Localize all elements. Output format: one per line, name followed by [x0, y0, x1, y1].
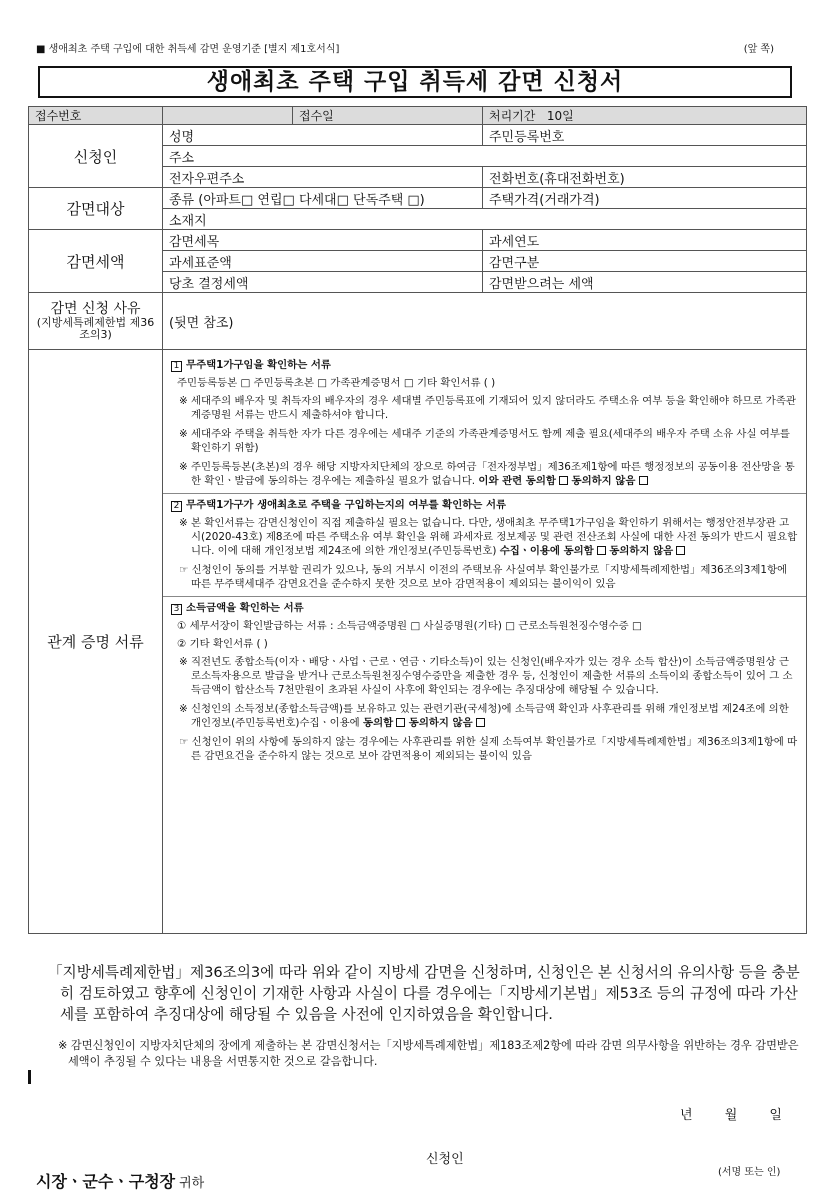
docs-section-1-note-2: ※ 세대주와 주택을 취득한 자가 다른 경우에는 세대주 기준의 가족관계증명서도 함께 제출 필요(세대주의 배우자 주택 소유 사실 여부를 확인하기 위함) [179, 428, 790, 454]
receipt-date-label: 접수일 [299, 109, 334, 123]
form-reference-line [36, 40, 774, 55]
requested-tax-field[interactable]: 감면받으려는 세액 [483, 272, 807, 293]
refuse-option: 동의하지 않음 [609, 545, 674, 557]
consent-option: 동의함 [363, 717, 394, 729]
signature-field[interactable]: (서명 또는 인) [718, 1167, 781, 1178]
reason-label [29, 293, 163, 350]
refuse-option: 동의하지 않음 [571, 475, 636, 487]
consent-option: 수집ㆍ이용에 동의함 [499, 545, 594, 557]
house-price-field[interactable]: 주택가격(거래가격) [483, 188, 807, 209]
applicant-email-field[interactable]: 전자우편주소 [163, 167, 483, 188]
amount-section-label: 감면세액 [29, 230, 163, 293]
applicant-name-field[interactable]: 성명 [163, 125, 483, 146]
docs-section-1-note-1: ※ 세대주의 배우자 및 취득자의 배우자의 경우 세대별 주민등록표에 기재되어 있지 않더라도 주택소유 여부 등을 확인해야 하므로 가족관계증명원 서류는 반드시 제출하셔야 합니다. [179, 395, 796, 421]
docs-section-1-options[interactable]: 주민등록등본 □ 주민등록초본 □ 가족관계증명서 □ 기타 확인서류 ( ) [177, 377, 496, 389]
tax-base-field[interactable]: 과세표준액 [163, 251, 483, 272]
docs-section-3-options-1[interactable]: ① 세무서장이 확인발급하는 서류 : 소득금액증명원 □ 사실증명원(기타) □ 근로소득원천징수영수증 □ [177, 620, 642, 632]
docs-section-3-note-2: ※ 신청인의 소득정보(종합소득금액)를 보유하고 있는 관련기관(국세청)에 소득금액 확인과 사후관리를 위해 개인정보법 제24조에 의한 개인정보(주민등록번호)수집ㆍ이용에 동의함 동의하지 않음 [179, 703, 789, 729]
application-table [28, 106, 807, 934]
receipt-number-label: 접수번호 [29, 107, 163, 125]
reason-label-sub: (지방세특례제한법 제36조의3) [36, 315, 155, 341]
resident-number-field[interactable]: 주민등록번호 [483, 125, 807, 146]
docs-section-3-note-3: ☞ 신청인이 위의 사항에 동의하지 않는 경우에는 사후관리를 위한 실제 소득여부 확인불가로「지방세특례제한법」제36조의3제1항에 따른 감면요건을 준수하지 않는 것으로 보아 감면적용이 제외되는 불이익 있음 [179, 736, 798, 762]
docs-section-3-note-1: ※ 직전년도 종합소득(이자ㆍ배당ㆍ사업ㆍ근로ㆍ연금ㆍ기타소득)이 있는 신청인(배우자가 있는 경우 소득 합산)이 소득금액증명원상 근로소득자용으로 발급을 받거나 근로소득원천징수영수증만을 제출한 경우 등, 신청인이 제출한 서류의 소득이외 종합소득이 있어 그 소득금액이 합산소득 7천만원이 초과된 사실이 사후에 확인되는 경우에는 추징대상에 해당될 수 있습니다. [179, 656, 793, 696]
receipt-number-field[interactable] [163, 107, 293, 125]
tax-item-field[interactable]: 감면세목 [163, 230, 483, 251]
consent-option: 이와 관련 동의함 [478, 475, 556, 487]
docs-section-1-note-3: ※ 주민등록등본(초본)의 경우 해당 지방자치단체의 장으로 하여금「전자정부법」제36조제1항에 따른 행정정보의 공동이용 전산망을 통한 확인ㆍ발급에 동의하는 경우에는 제출하실 필요가 없습니다. 이와 관련 동의함 동의하지 않음 [179, 461, 795, 487]
reduction-type-field[interactable]: 감면구분 [483, 251, 807, 272]
docs-section-3-options-2[interactable]: ② 기타 확인서류 ( ) [177, 638, 268, 650]
processing-period: 처리기간 10일 [483, 107, 807, 125]
docs-section-1-title: 1 무주택1가구임을 확인하는 서류 [171, 358, 798, 372]
consent-checkbox[interactable] [559, 476, 568, 485]
notice-text: ※ 감면신청인이 지방자치단체의 장에게 제출하는 본 감면신청서는「지방세특례제한법」제183조제2항에 따라 감면 의무사항을 위반하는 경우 감면받은 세액이 추징될 수 있다는 내용을 서면통지한 것으로 갈음합니다. [58, 1039, 799, 1068]
docs-section-2-title: 2 무주택1가구가 생애최초로 주택을 구입하는지의 여부를 확인하는 서류 [171, 498, 798, 512]
application-date[interactable]: 년 월 일 [680, 1108, 782, 1123]
initial-tax-field[interactable]: 당초 결정세액 [163, 272, 483, 293]
refuse-checkbox[interactable] [476, 718, 485, 727]
tax-year-field[interactable]: 과세연도 [483, 230, 807, 251]
reason-field[interactable]: (뒷면 참조) [163, 293, 807, 350]
applicant-signature-label: 신청인 [426, 1152, 464, 1167]
reason-label-main: 감면 신청 사유 [50, 300, 141, 317]
consent-checkbox[interactable] [597, 546, 606, 555]
house-type-field[interactable]: 종류 (아파트□ 연립□ 다세대□ 단독주택 □) [163, 188, 483, 209]
target-section-label: 감면대상 [29, 188, 163, 230]
documents-section-label: 관계 증명 서류 [29, 350, 163, 934]
refuse-checkbox[interactable] [639, 476, 648, 485]
applicant-section-label: 신청인 [29, 125, 163, 188]
docs-section-3-title: 3 소득금액을 확인하는 서류 [171, 601, 798, 615]
applicant-phone-field[interactable]: 전화번호(휴대전화번호) [483, 167, 807, 188]
docs-section-2-note-1: ※ 본 확인서류는 감면신청인이 직접 제출하실 필요는 없습니다. 다만, 생애최초 무주택1가구임을 확인하기 위해서는 행정안전부장관 고시(2020-43호) 제8조에 따른 주택소유 여부 확인을 위해 과세자료 정보제공 및 관련 전산조회 사실에 대한 사전 동의가 반드시 필요합니다. 이에 대해 개인정보법 제24조에 의한 개인정보(주민등록번호) 수집ㆍ이용에 동의함 동의하지 않음 [179, 517, 798, 557]
page-side: (앞 쪽) [743, 44, 774, 55]
consent-checkbox[interactable] [396, 718, 405, 727]
declaration-text: 「지방세특례제한법」제36조의3에 따라 위와 같이 지방세 감면을 신청하며, 신청인은 본 신청서의 유의사항 등을 충분히 검토하였고 향후에 신청인이 기재한 사항과 사실이 다를 경우에는「지방세기본법」제53조 등의 규정에 따라 가산세를 포함하여 추징대상에 해당될 수 있음을 사전에 인지하였음을 확인합니다. [48, 964, 800, 1023]
house-location-field[interactable]: 소재지 [163, 209, 807, 230]
receipt-date-field[interactable] [293, 107, 483, 125]
applicant-address-field[interactable]: 주소 [163, 146, 807, 167]
refuse-option: 동의하지 않음 [408, 717, 473, 729]
margin-marker [28, 1070, 31, 1084]
form-title: 생애최초 주택 구입 취득세 감면 신청서 [38, 66, 792, 98]
addressee: 시장ㆍ군수ㆍ구청장 귀하 [36, 1172, 205, 1191]
receipt-row [29, 107, 807, 125]
refuse-checkbox[interactable] [676, 546, 685, 555]
form-reference: ■ 생애최초 주택 구입에 대한 취득세 감면 운영기준 [별지 제1호서식] [36, 44, 340, 55]
documents-panel [163, 350, 807, 934]
docs-section-2-note-2: ☞ 신청인이 동의를 거부할 권리가 있으나, 동의 거부시 이전의 주택보유 사실여부 확인불가로「지방세특례제한법」제36조의3제1항에 따른 무주택세대주 감면요건을 준수하지 못한 것으로 보아 감면적용이 제외되는 불이익이 있음 [179, 564, 788, 590]
